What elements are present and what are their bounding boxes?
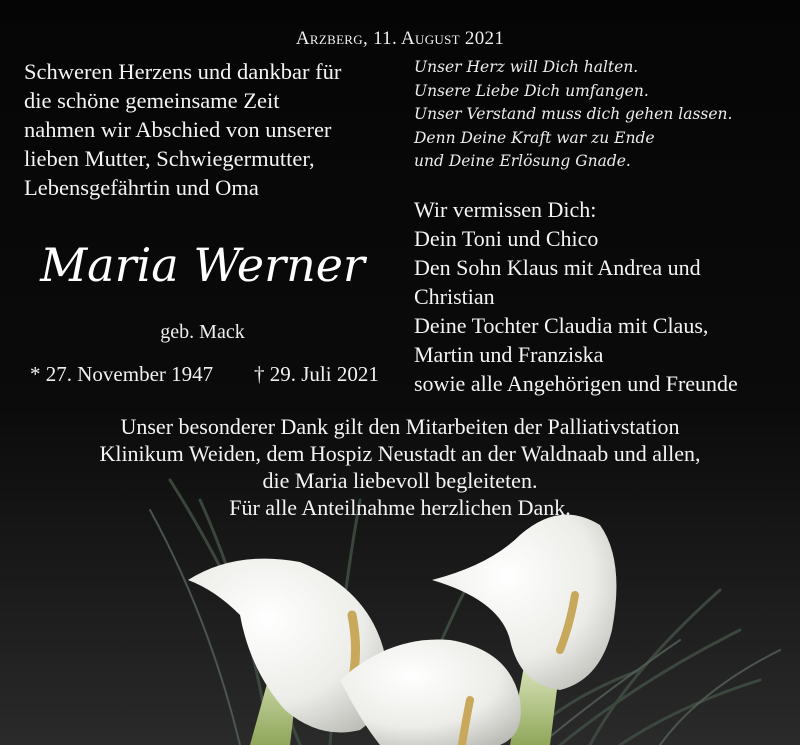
thanks-line: Unser besonderer Dank gilt den Mitarbeiten der Palliativstation [120,414,680,439]
intro-text [24,57,404,202]
poem-line: Unser Herz will Dich halten. [414,58,639,76]
thanks-line: die Maria liebevoll begleiteten. [262,468,538,493]
thanks-text [0,413,800,521]
intro-line: Schweren Herzens und dankbar für [24,59,342,84]
mourners-line: sowie alle Angehörigen und Freunde [414,371,738,396]
death-date: † 29. Juli 2021 [254,362,379,386]
mourners-line: Deine Tochter Claudia mit Claus, [414,313,709,338]
mourners-line: Den Sohn Klaus mit Andrea und [414,255,701,280]
deceased-name: Maria Werner [40,238,365,292]
intro-line: lieben Mutter, Schwiegermutter, [24,146,315,171]
place-date-header: Arzberg, 11. August 2021 [295,28,505,49]
intro-line: Lebensgefährtin und Oma [24,175,259,200]
intro-line: nahmen wir Abschied von unserer [24,117,332,142]
poem-line: Denn Deine Kraft war zu Ende [414,128,655,147]
intro-line: die schöne gemeinsame Zeit [24,88,280,113]
birth-name: geb. Mack [160,321,245,343]
thanks-line: Für alle Anteilnahme herzlichen Dank. [229,495,571,520]
calla-lily-left [188,559,387,745]
birth-date: * 27. November 1947 [30,362,214,386]
poem-line: Unser Verstand muss dich gehen lassen. [414,105,733,123]
mourners-line: Martin und Franziska [414,342,604,367]
poem [414,56,794,174]
poem-line: und Deine Erlösung Gnade. [414,152,631,170]
mourners-line: Christian [414,284,495,309]
mourners-list [414,195,798,398]
mourners-line: Wir vermissen Dich: [414,197,597,222]
poem-line: Unsere Liebe Dich umfangen. [414,81,649,100]
mourners-line: Dein Toni und Chico [414,226,599,251]
thanks-line: Klinikum Weiden, dem Hospiz Neustadt an der Waldnaab und allen, [99,441,701,466]
